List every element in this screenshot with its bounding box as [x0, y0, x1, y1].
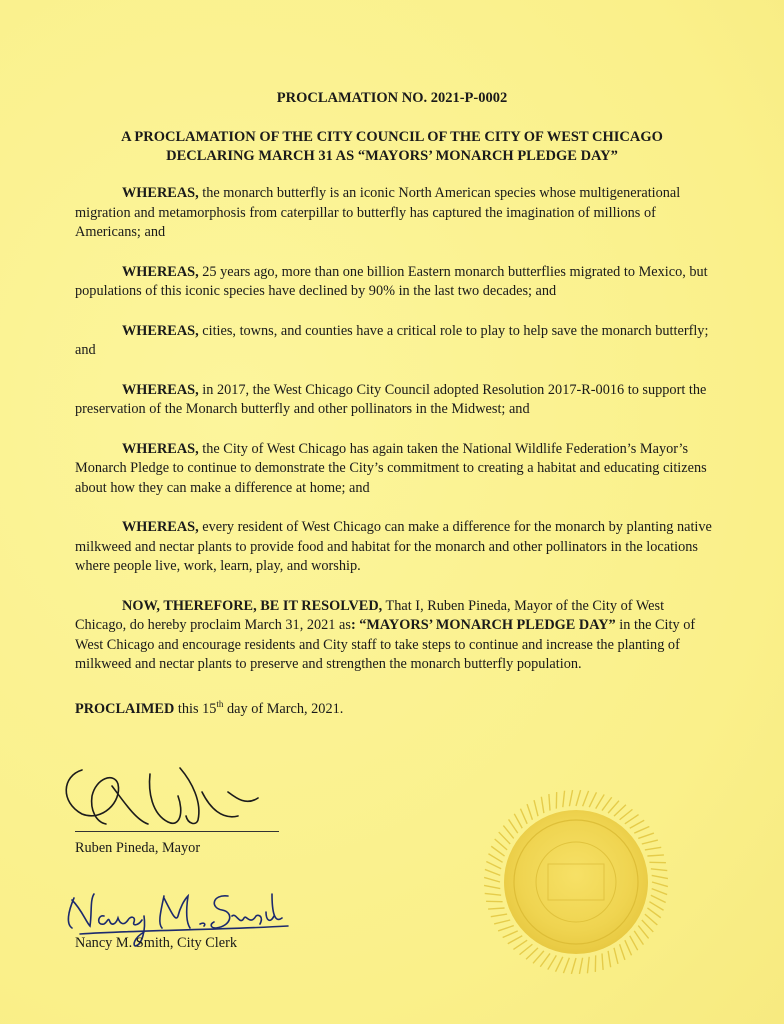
whereas-paragraph-2 [75, 263, 715, 302]
seal-ray [485, 869, 500, 875]
seal-ray [494, 920, 510, 924]
whereas-lead: WHEREAS, [122, 263, 199, 280]
seal-ray [485, 893, 501, 895]
seal-ray [614, 805, 626, 816]
resolution-text: That I, Ruben Pineda, Mayor of the City of West Chicago, do hereby proclaim March 31, 2021 as [75, 597, 665, 633]
whereas-paragraph-6 [75, 518, 715, 577]
seal-ray [486, 862, 501, 869]
resolution-lead: NOW, THEREFORE, BE IT RESOLVED, [122, 597, 383, 614]
seal-ray [602, 797, 612, 810]
seal-ray [647, 908, 660, 918]
whereas-text: in 2017, the West Chicago City Council adopted Resolution 2017-R-0016 to support the preservation of the Monarch butterfly and other pollinators in the Midwest; and [75, 381, 707, 417]
whereas-lead: WHEREAS, [122, 322, 199, 339]
seal-ray [491, 846, 504, 856]
mayor-signature [52, 762, 272, 834]
seal-ray [569, 790, 572, 806]
whereas-text: cities, towns, and counties have a critical role to play to help save the monarch butterfly; and [75, 322, 709, 358]
seal-ray [579, 958, 582, 974]
seal-ray [549, 794, 550, 810]
resolution-paragraph [75, 597, 715, 675]
seal-ray [645, 914, 657, 925]
seal-ray [533, 951, 544, 963]
seal-ray [634, 826, 649, 833]
seal-ray [540, 953, 550, 966]
mayor-name: Ruben Pineda, Mayor [75, 840, 201, 856]
seal-ray [608, 801, 619, 813]
seal-ray [576, 790, 581, 806]
whereas-text: the monarch butterfly is an iconic North American species whose multigenerational migration and metamorphosis from caterpillar to butterfly has captured the imagination of millions of Americans; and [75, 185, 681, 240]
seal-ray [647, 855, 663, 856]
whereas-lead: WHEREAS, [122, 440, 199, 457]
mayor-signature-line [75, 831, 279, 832]
seal-ray [638, 926, 648, 939]
whereas-lead: WHEREAS, [122, 185, 199, 201]
seal-ray [596, 794, 605, 808]
proclaimed-date: day of March, 2021. [223, 700, 344, 717]
whereas-lead: WHEREAS, [122, 519, 199, 535]
seal-ray [509, 819, 518, 833]
seal-ray [508, 936, 522, 944]
seal-ray [608, 951, 611, 967]
proclaimed-text: this 15 [174, 700, 217, 717]
seal-ray [630, 820, 644, 828]
title-line-1: A PROCLAMATION OF THE CITY COUNCIL OF THE CITY OF WEST CHICAGO [121, 129, 663, 145]
seal-ray [499, 832, 510, 844]
resolution-text-2: in the City of West Chicago and encourage residents and City staff to take steps to continue and increase the planting of milkweed and nectar plants to preserve and strengthen the monarch butterfly population. [75, 617, 696, 672]
seal-ray [630, 936, 638, 950]
seal-ray [589, 792, 596, 807]
seal-ray [491, 914, 507, 917]
seal-ray [625, 940, 632, 955]
seal-ray [563, 958, 569, 973]
title-line-2: DECLARING MARCH 31 AS “MAYORS’ MONARCH PLEDGE DAY” [166, 148, 618, 164]
seal-ray [484, 877, 500, 882]
seal-ray [556, 957, 563, 972]
seal-ray [498, 926, 514, 931]
seal-ray [488, 854, 502, 863]
seal-ray [620, 944, 625, 960]
proclamation-body [75, 184, 715, 739]
whereas-text: the City of West Chicago has again taken the National Wildlife Federation’s Mayor’s Monarch Pledge to continue to demonstrate the City’s commitment to creating a habitat and educating citizens about how they can make a difference at home; and [75, 440, 707, 496]
seal-ray [651, 895, 666, 902]
proclamation-title [0, 128, 784, 166]
ordinal-suffix: th [216, 698, 224, 709]
seal-ray [520, 944, 533, 954]
city-seal-icon [478, 784, 674, 980]
seal-ray [614, 948, 618, 964]
whereas-paragraph-3 [75, 322, 715, 361]
seal-ray [642, 840, 658, 844]
seal-ray [652, 882, 668, 887]
seal-ray [526, 948, 538, 959]
seal-ray [488, 908, 504, 909]
seal-ray [620, 809, 633, 819]
seal-ray [548, 955, 557, 969]
seal-ray [602, 953, 603, 969]
seal-ray [503, 931, 518, 938]
seal-ray [583, 791, 589, 806]
seal-ray [649, 902, 663, 911]
whereas-paragraph-5 [75, 440, 715, 499]
proclamation-number: PROCLAMATION NO. 2021-P-0002 [276, 90, 508, 106]
seal-ray [563, 791, 565, 807]
whereas-paragraph-1 [75, 184, 715, 243]
seal-ray [642, 920, 653, 932]
resolution-day-name: : “MAYORS’ MONARCH PLEDGE DAY” [350, 617, 616, 633]
whereas-lead: WHEREAS, [122, 381, 199, 398]
seal-ray [638, 833, 654, 838]
seal-ray [541, 797, 544, 813]
seal-ray [652, 875, 668, 878]
proclaimed-lead: PROCLAIMED [75, 700, 175, 717]
seal-ray [520, 809, 527, 824]
seal-ray [534, 800, 538, 816]
seal-ray [513, 940, 527, 949]
seal-ray [495, 839, 507, 850]
whereas-paragraph-4 [75, 381, 715, 420]
seal-ray [645, 847, 661, 850]
seal-ray [484, 885, 500, 888]
seal-ray [651, 869, 667, 871]
seal-ray [527, 804, 532, 820]
seal-ray [634, 931, 643, 945]
seal-ray [625, 815, 639, 824]
whereas-text: 25 years ago, more than one billion Eastern monarch butterflies migrated to Mexico, but populations of this iconic species have declined by 90% in the last two decades; and [75, 263, 708, 299]
seal-ray [587, 957, 589, 973]
seal-ray [514, 814, 522, 828]
proclaimed-line [75, 695, 715, 719]
seal-ray [571, 958, 576, 974]
seal-ray [652, 889, 667, 895]
clerk-name: Nancy M. Smith, City Clerk [75, 935, 238, 951]
seal-ray [503, 826, 513, 839]
whereas-text: every resident of West Chicago can make a difference for the monarch by planting native milkweed and nectar plants to provide food and habitat for the monarch and other pollinators in the locations where people live, work, learn, play, and worship. [75, 519, 712, 574]
